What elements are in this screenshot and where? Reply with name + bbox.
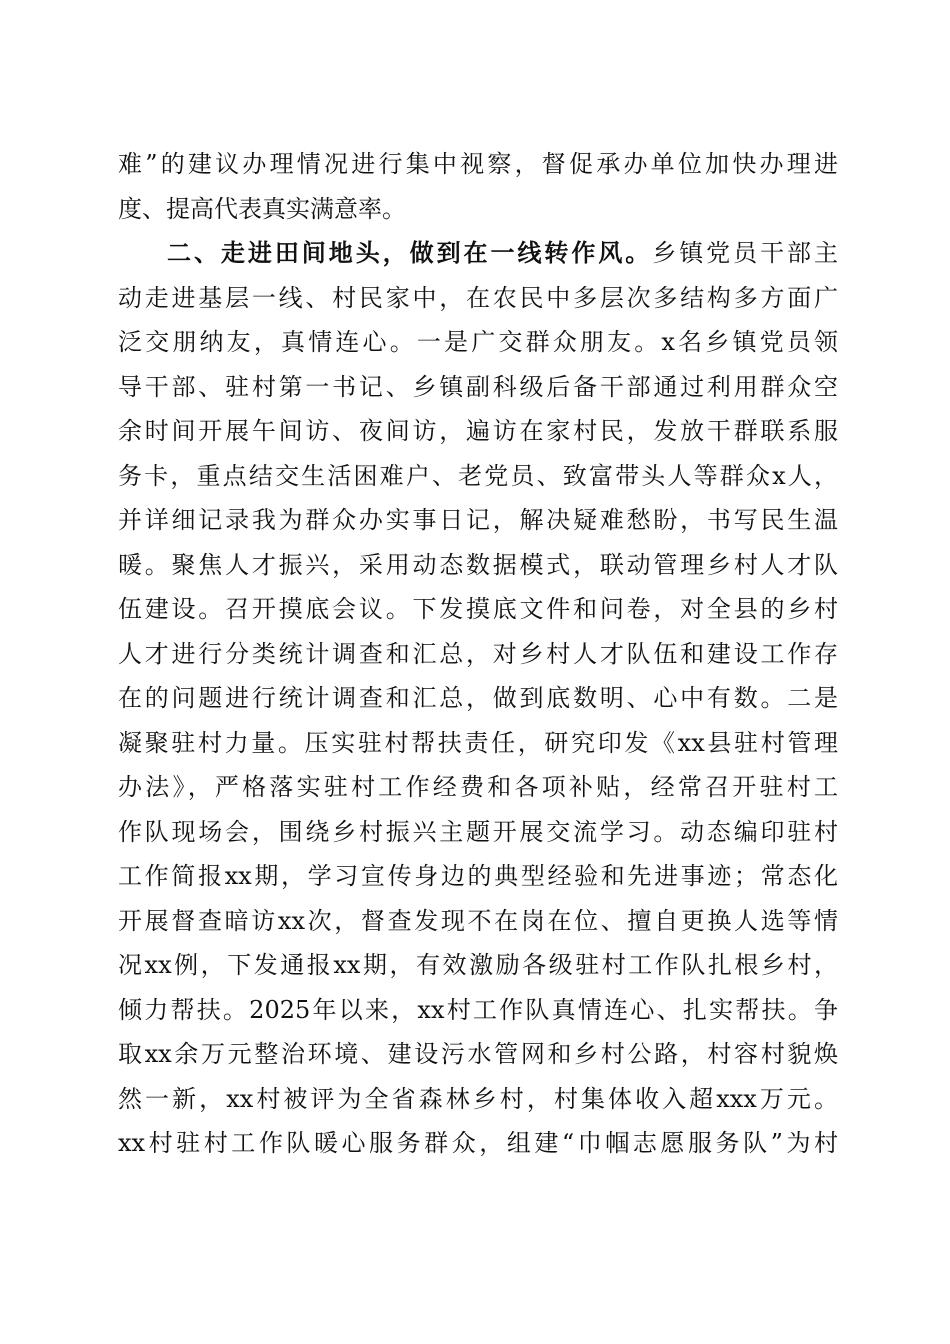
paragraph-line: 伍建设。召开摸底会议。下发摸底文件和问卷，对全县的乡村	[118, 595, 838, 623]
section-heading-line	[118, 231, 838, 276]
paragraph-line: 然一新，xx村被评为全省森林乡村，村集体收入超xxx万元。	[118, 1084, 838, 1113]
paragraph-line: 作队现场会，围绕乡村振兴主题开展交流学习。动态编印驻村	[118, 817, 838, 846]
paragraph-line: 工作简报xx期，学习宣传身边的典型经验和先进事迹；常态化	[118, 862, 838, 890]
paragraph-line: 办法》，严格落实驻村工作经费和各项补贴，经常召开驻村工	[118, 773, 838, 801]
paragraph-line: 暖。聚焦人才振兴，采用动态数据模式，联动管理乡村人才队	[118, 550, 838, 579]
paragraph-line	[118, 1166, 838, 1211]
paragraph-line: 人才进行分类统计调查和汇总，对乡村人才队伍和建设工作存	[118, 639, 838, 668]
paragraph-line: 务卡，重点结交生活困难户、老党员、致富带头人等群众x人，	[118, 461, 838, 490]
paragraph-line: 余时间开展午间访、夜间访，遍访在家村民，发放干群联系服	[118, 417, 838, 445]
paragraph-line: 导干部、驻村第一书记、乡镇副科级后备干部通过利用群众空	[118, 372, 838, 401]
paragraph-line: 倾力帮扶。2025年以来，xx村工作队真情连心、扎实帮扶。争	[118, 995, 838, 1024]
paragraph-line: 度、提高代表真实满意率。	[118, 194, 406, 223]
paragraph-line: 开展督查暗访xx次，督查发现不在岗在位、擅自更换人选等情	[118, 906, 838, 935]
paragraph-line: 取xx余万元整治环境、建设污水管网和乡村公路，村容村貌焕	[118, 1040, 838, 1068]
paragraph-line: 在的问题进行统计调查和汇总，做到底数明、心中有数。二是	[118, 684, 838, 712]
paragraph-line: 并详细记录我为群众办实事日记，解决疑难愁盼，书写民生温	[118, 506, 838, 534]
paragraph-line: 泛交朋纳友，真情连心。一是广交群众朋友。x名乡镇党员领	[118, 328, 838, 356]
paragraph-line: xx村驻村工作队暖心服务群众，组建“巾帼志愿服务队”为村	[118, 1129, 838, 1157]
paragraph-line: 动走进基层一线、村民家中，在农民中多层次多结构多方面广	[118, 283, 838, 312]
paragraph-line: 凝聚驻村力量。压实驻村帮扶责任，研究印发《xx县驻村管理	[118, 728, 838, 757]
document-body	[118, 142, 838, 1210]
paragraph-line: 难”的建议办理情况进行集中视察，督促承办单位加快办理进	[118, 150, 838, 178]
paragraph-line: 况xx例，下发通报xx期，有效激励各级驻村工作队扎根乡村，	[118, 951, 838, 979]
section-heading: 二、走进田间地头，做到在一线转作风。	[167, 239, 653, 267]
section-heading-tail: 乡镇党员干部主	[652, 239, 838, 267]
